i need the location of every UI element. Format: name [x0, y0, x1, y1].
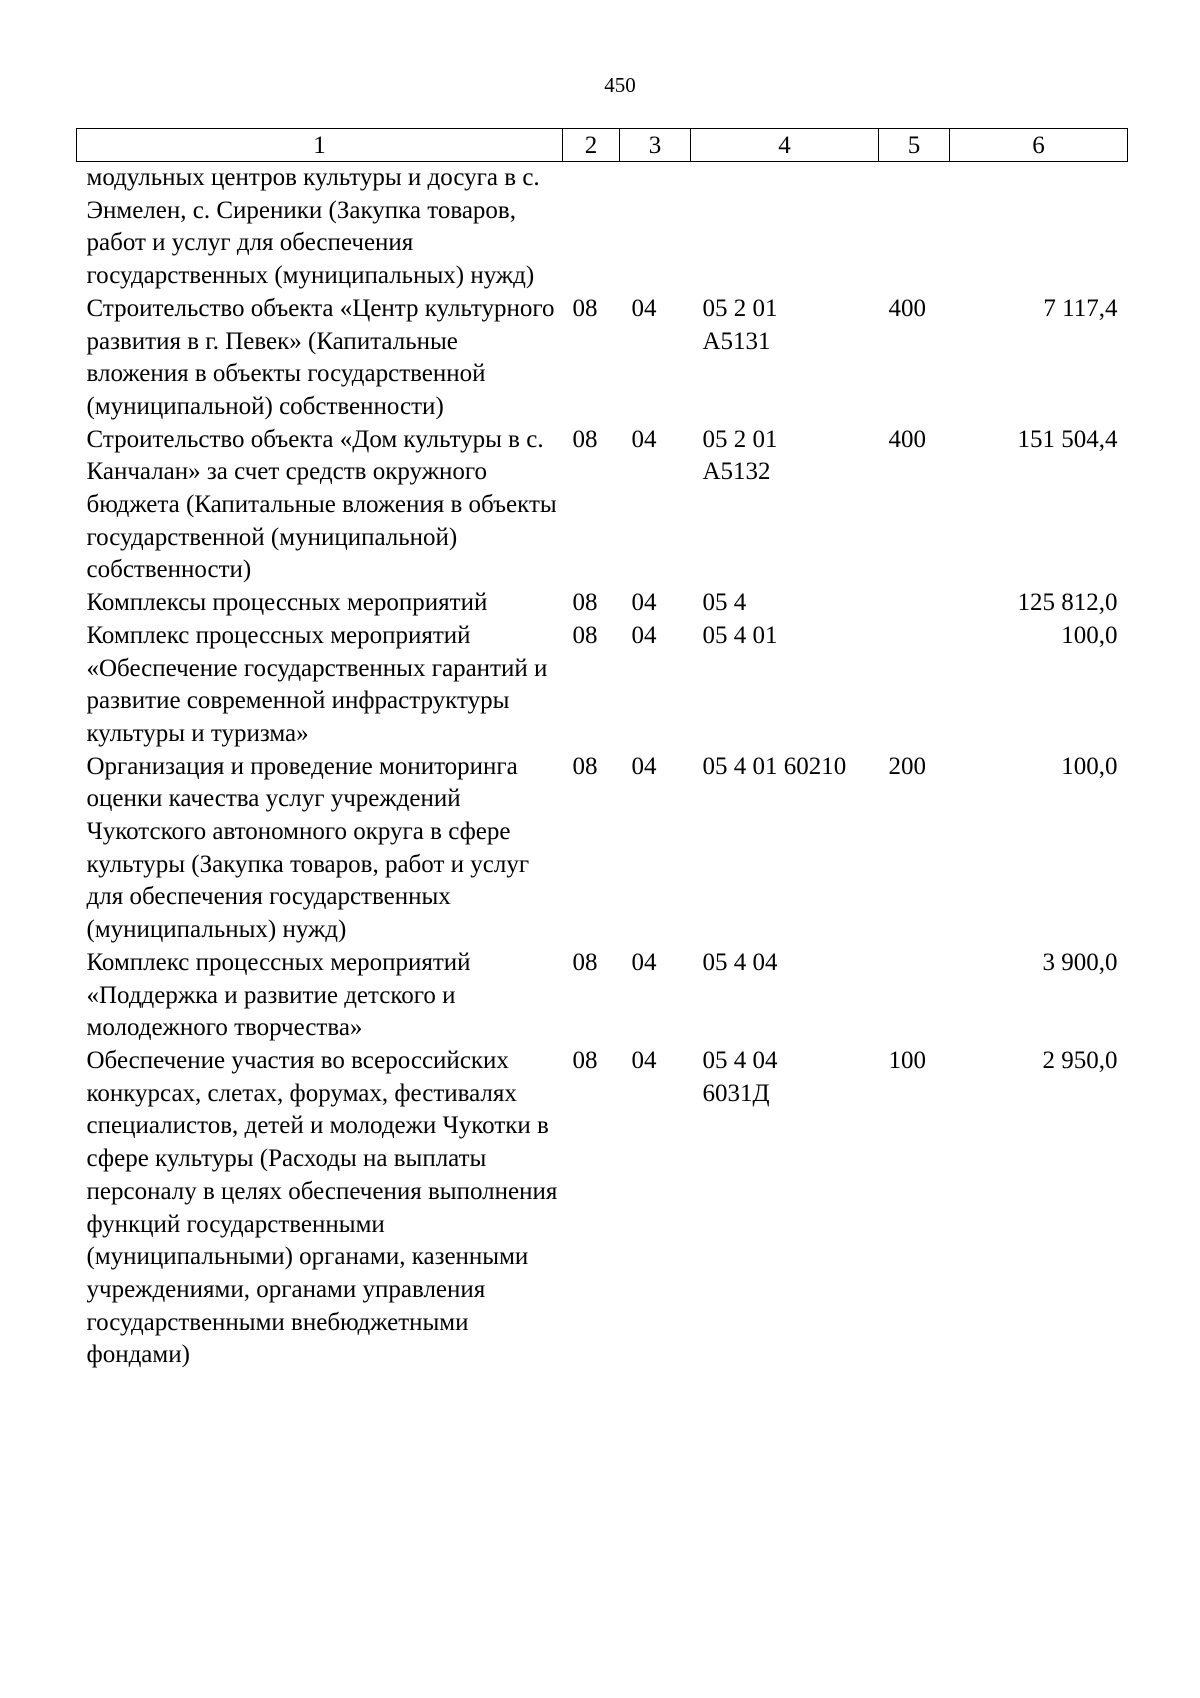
table-header — [77, 129, 1128, 162]
row-subsection: 04 — [631, 948, 657, 976]
budget-table — [76, 128, 1128, 1372]
row-amount: 100,0 — [1061, 752, 1118, 780]
row-amount: 3 900,0 — [1042, 948, 1118, 976]
row-target — [691, 162, 879, 293]
row-subsection: 04 — [631, 425, 657, 453]
row-name: Строительство объекта «Дом культуры в с. Канчалан» за счет средств окружного бюджета (Капитальные вложения в объекты государственной (муниципальной) собственности) — [86, 425, 557, 584]
row-amount — [950, 162, 1128, 293]
row-expense-type: 400 — [888, 294, 926, 322]
header-row — [77, 129, 1128, 162]
page-number: 450 — [604, 73, 636, 97]
row-target: 05 4 04 6031Д — [702, 1046, 778, 1107]
table-row — [77, 162, 1128, 293]
row-amount: 100,0 — [1061, 621, 1118, 649]
row-name: Организация и проведение мониторинга оценки качества услуг учреждений Чукотского автономного округа в сфере культуры (Закупка товаров, работ и услуг для обеспечения государственных (муниципальных) нужд) — [86, 752, 530, 944]
row-name: Обеспечение участия во всероссийских конкурсах, слетах, форумах, фестивалях специалистов, детей и молодежи Чукотки в сфере культуры (Расходы на выплаты персоналу в целях обеспечения выполнения функций государственными (муниципальными) органами, казенными учреждениями, органами управления государственными внебюджетными фондами) — [86, 1046, 558, 1369]
row-subsection: 04 — [631, 294, 657, 322]
row-target: 05 2 01 А5132 — [702, 425, 778, 486]
table-row — [77, 424, 1128, 588]
column-header-expense-type: 5 — [879, 129, 950, 162]
row-expense-type: 400 — [888, 425, 926, 453]
row-name: Комплексы процессных мероприятий — [86, 589, 488, 617]
row-expense-type — [879, 947, 950, 1045]
table-row — [77, 751, 1128, 947]
row-subsection: 04 — [631, 752, 657, 780]
row-subsection: 04 — [631, 589, 657, 617]
row-target: 05 4 — [702, 589, 747, 617]
column-header-target: 4 — [691, 129, 879, 162]
row-expense-type: 100 — [888, 1046, 926, 1074]
row-subsection: 04 — [631, 621, 657, 649]
row-section: 08 — [572, 589, 598, 617]
row-target: 05 4 01 — [702, 621, 778, 649]
row-section: 08 — [572, 294, 598, 322]
row-section: 08 — [572, 621, 598, 649]
row-section: 08 — [572, 948, 598, 976]
row-section: 08 — [572, 752, 598, 780]
row-section — [563, 162, 620, 293]
row-target: 05 4 01 60210 — [702, 752, 847, 780]
row-target: 05 4 04 — [702, 948, 778, 976]
row-expense-type: 200 — [888, 752, 926, 780]
row-amount: 151 504,4 — [1017, 425, 1118, 453]
row-amount: 125 812,0 — [1017, 589, 1118, 617]
table-body — [77, 162, 1128, 1373]
column-header-subsection: 3 — [620, 129, 691, 162]
table-row — [77, 1045, 1128, 1372]
row-amount: 7 117,4 — [1043, 294, 1118, 322]
row-name: Строительство объекта «Центр культурного развития в г. Певек» (Капитальные вложения в объекты государственной (муниципальной) собственности) — [86, 294, 555, 420]
table-row — [77, 293, 1128, 424]
row-expense-type — [879, 162, 950, 293]
column-header-name: 1 — [77, 129, 563, 162]
row-target: 05 2 01 А5131 — [702, 294, 778, 355]
column-header-amount: 6 — [950, 129, 1128, 162]
row-subsection — [620, 162, 691, 293]
table-row — [77, 587, 1128, 620]
row-name: модульных центров культуры и досуга в с. Энмелен, с. Сиреники (Закупка товаров, работ и услуг для обеспечения государственных (муниципальных) нужд) — [86, 164, 540, 290]
row-amount: 2 950,0 — [1042, 1046, 1118, 1074]
table-row — [77, 947, 1128, 1045]
row-section: 08 — [572, 1046, 598, 1074]
row-expense-type — [879, 587, 950, 620]
row-subsection: 04 — [631, 1046, 657, 1074]
row-name: Комплекс процессных мероприятий «Поддержка и развитие детского и молодежного творчества» — [86, 948, 471, 1042]
row-section: 08 — [572, 425, 598, 453]
column-header-section: 2 — [563, 129, 620, 162]
row-name: Комплекс процессных мероприятий «Обеспечение государственных гарантий и развитие современной инфраструктуры культуры и туризма» — [86, 621, 548, 747]
row-expense-type — [879, 620, 950, 751]
table-row — [77, 620, 1128, 751]
